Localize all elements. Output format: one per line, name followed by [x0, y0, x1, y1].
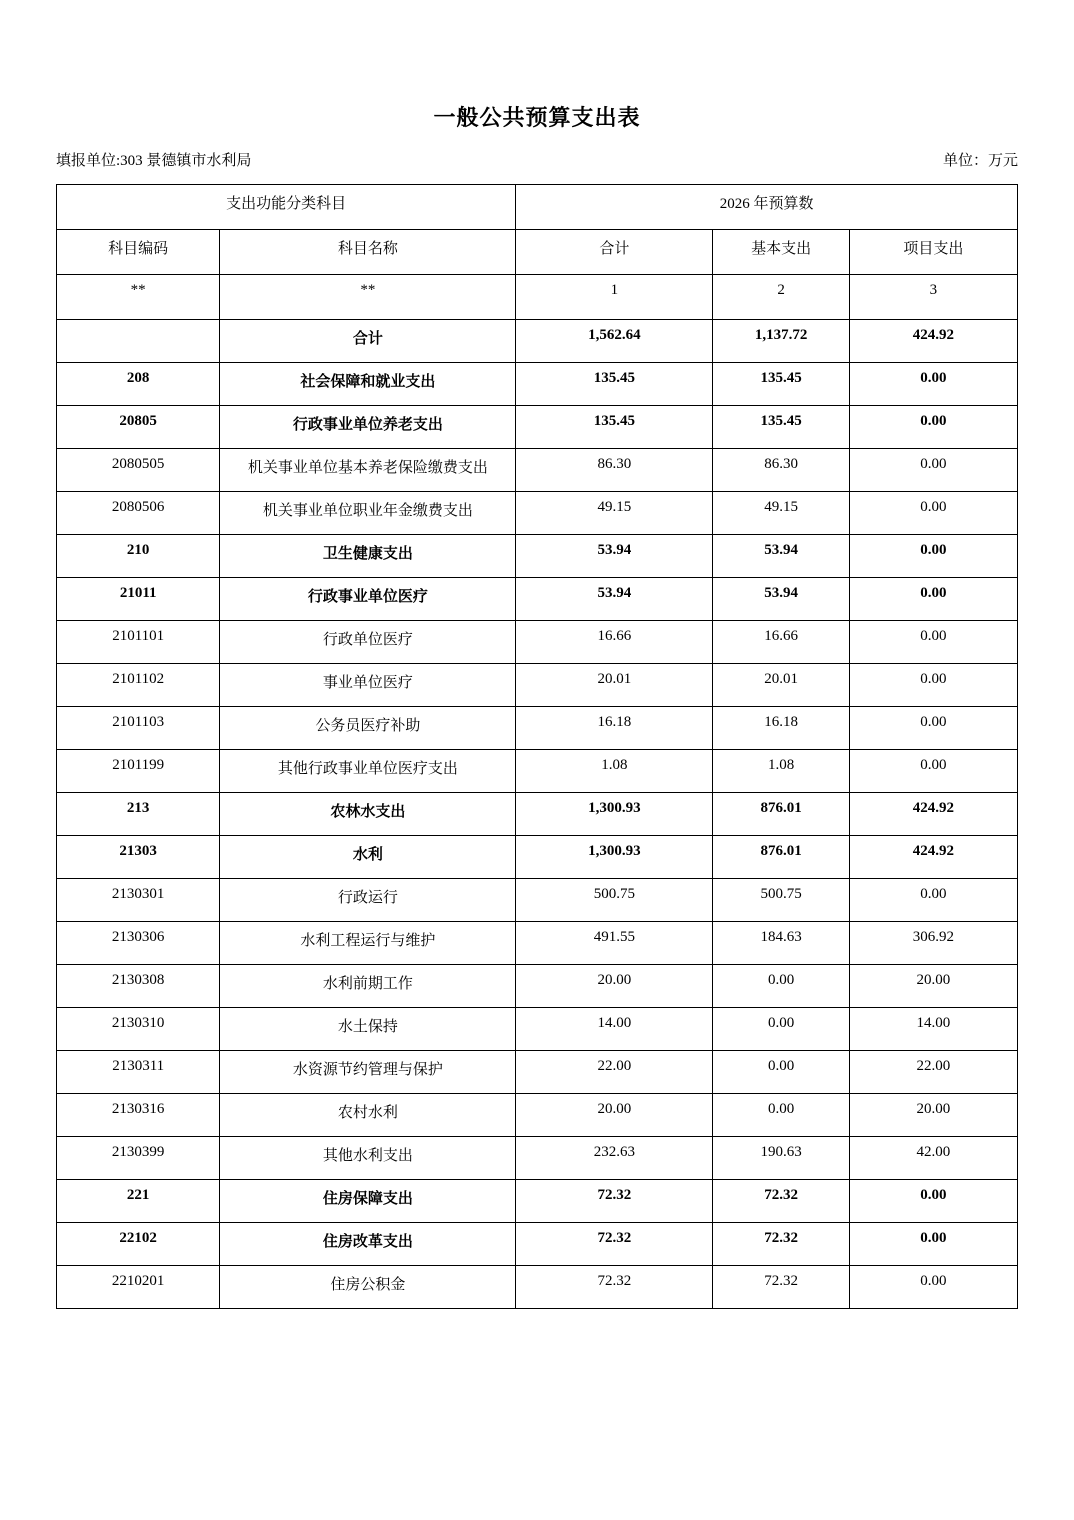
- cell-project: 0.00: [849, 664, 1017, 707]
- table-row: [57, 1094, 1018, 1137]
- cell-name: 水资源节约管理与保护: [220, 1051, 516, 1094]
- cell-code: 2130311: [57, 1051, 220, 1094]
- cell-name: 农村水利: [220, 1094, 516, 1137]
- unit-label: 单位：万元: [942, 153, 1018, 169]
- cell-project: 0.00: [849, 750, 1017, 793]
- table-row: [57, 406, 1018, 449]
- cell-basic: 72.32: [713, 1266, 849, 1309]
- cell-name: 行政事业单位养老支出: [220, 406, 516, 449]
- table-row: [57, 1266, 1018, 1309]
- cell-total: 1,562.64: [516, 320, 713, 363]
- cell-total: 135.45: [516, 406, 713, 449]
- cell-code: 2130301: [57, 879, 220, 922]
- cell-project: 424.92: [849, 320, 1017, 363]
- cell-name: 机关事业单位职业年金缴费支出: [220, 492, 516, 535]
- cell-basic: 0.00: [713, 965, 849, 1008]
- cell-code: 2101103: [57, 707, 220, 750]
- cell-basic: 20.01: [713, 664, 849, 707]
- cell-code: 208: [57, 363, 220, 406]
- cell-basic: 1,137.72: [713, 320, 849, 363]
- cell-name: 社会保障和就业支出: [220, 363, 516, 406]
- table-row: [57, 879, 1018, 922]
- cell-project: 0.00: [849, 535, 1017, 578]
- cell-project: 0.00: [849, 621, 1017, 664]
- cell-code: 2130310: [57, 1008, 220, 1051]
- cell-basic: 16.18: [713, 707, 849, 750]
- cell-code: 2101101: [57, 621, 220, 664]
- cell-basic: 0.00: [713, 1008, 849, 1051]
- cell-code: 2130306: [57, 922, 220, 965]
- cell-basic: 184.63: [713, 922, 849, 965]
- cell-basic: 86.30: [713, 449, 849, 492]
- cell-total: 20.00: [516, 1094, 713, 1137]
- cell-basic: 53.94: [713, 578, 849, 621]
- cell-basic: 1.08: [713, 750, 849, 793]
- cell-code: 20805: [57, 406, 220, 449]
- cell-total: 53.94: [516, 535, 713, 578]
- cell-total: 1,300.93: [516, 793, 713, 836]
- cell-name: 其他行政事业单位医疗支出: [220, 750, 516, 793]
- cell-project: 42.00: [849, 1137, 1017, 1180]
- cell-name: 住房保障支出: [220, 1180, 516, 1223]
- cell-name: 事业单位医疗: [220, 664, 516, 707]
- cell-basic: 49.15: [713, 492, 849, 535]
- cell-name: 行政事业单位医疗: [220, 578, 516, 621]
- cell-project: 306.92: [849, 922, 1017, 965]
- budget-table: [56, 184, 1018, 1309]
- reporting-unit-label: 填报单位:303 景德镇市水利局: [56, 153, 252, 169]
- column-header-code: 科目编码: [57, 230, 220, 275]
- cell-total: 86.30: [516, 449, 713, 492]
- cell-project: 424.92: [849, 836, 1017, 879]
- cell-code: 210: [57, 535, 220, 578]
- table-row: [57, 621, 1018, 664]
- cell-basic: 500.75: [713, 879, 849, 922]
- table-row: [57, 1008, 1018, 1051]
- cell-project: 0.00: [849, 1266, 1017, 1309]
- table-row: [57, 578, 1018, 621]
- cell-basic: 135.45: [713, 363, 849, 406]
- cell-basic: 0.00: [713, 1051, 849, 1094]
- cell-code: 2080506: [57, 492, 220, 535]
- cell-project: 22.00: [849, 1051, 1017, 1094]
- cell-code: [57, 320, 220, 363]
- table-row: [57, 922, 1018, 965]
- cell-project: 424.92: [849, 793, 1017, 836]
- group-header-row: [57, 185, 1018, 230]
- cell-name: 其他水利支出: [220, 1137, 516, 1180]
- cell-total: 491.55: [516, 922, 713, 965]
- cell-basic: 876.01: [713, 793, 849, 836]
- column-index-row: [57, 275, 1018, 320]
- cell-project: 0.00: [849, 1223, 1017, 1266]
- cell-project: 0.00: [849, 449, 1017, 492]
- cell-total: 135.45: [516, 363, 713, 406]
- cell-total: 53.94: [516, 578, 713, 621]
- cell-code: 2101199: [57, 750, 220, 793]
- table-row: [57, 363, 1018, 406]
- column-header-total: 合计: [516, 230, 713, 275]
- cell-name: 水利: [220, 836, 516, 879]
- page-title: 一般公共预算支出表: [433, 105, 641, 130]
- table-row: [57, 320, 1018, 363]
- table-body: [57, 320, 1018, 1309]
- cell-project: 0.00: [849, 492, 1017, 535]
- cell-name: 合计: [220, 320, 516, 363]
- column-header-project: 项目支出: [849, 230, 1017, 275]
- column-header-row: [57, 230, 1018, 275]
- column-header-name: 科目名称: [220, 230, 516, 275]
- cell-code: 2130399: [57, 1137, 220, 1180]
- cell-code: 2101102: [57, 664, 220, 707]
- cell-project: 20.00: [849, 1094, 1017, 1137]
- cell-name: 机关事业单位基本养老保险缴费支出: [220, 449, 516, 492]
- column-index-code: **: [57, 275, 220, 320]
- cell-code: 2210201: [57, 1266, 220, 1309]
- cell-total: 16.66: [516, 621, 713, 664]
- cell-code: 21011: [57, 578, 220, 621]
- cell-code: 21303: [57, 836, 220, 879]
- cell-total: 500.75: [516, 879, 713, 922]
- table-row: [57, 793, 1018, 836]
- cell-total: 1,300.93: [516, 836, 713, 879]
- cell-total: 72.32: [516, 1266, 713, 1309]
- cell-project: 14.00: [849, 1008, 1017, 1051]
- cell-total: 232.63: [516, 1137, 713, 1180]
- table-row: [57, 836, 1018, 879]
- cell-total: 20.00: [516, 965, 713, 1008]
- table-row: [57, 664, 1018, 707]
- cell-project: 0.00: [849, 879, 1017, 922]
- cell-project: 0.00: [849, 363, 1017, 406]
- cell-name: 水利前期工作: [220, 965, 516, 1008]
- cell-total: 72.32: [516, 1223, 713, 1266]
- column-index-basic: 2: [713, 275, 849, 320]
- cell-project: 0.00: [849, 406, 1017, 449]
- cell-total: 20.01: [516, 664, 713, 707]
- cell-name: 农林水支出: [220, 793, 516, 836]
- cell-code: 2080505: [57, 449, 220, 492]
- cell-basic: 72.32: [713, 1223, 849, 1266]
- cell-name: 卫生健康支出: [220, 535, 516, 578]
- cell-total: 72.32: [516, 1180, 713, 1223]
- column-header-basic: 基本支出: [713, 230, 849, 275]
- cell-basic: 876.01: [713, 836, 849, 879]
- table-row: [57, 535, 1018, 578]
- cell-code: 22102: [57, 1223, 220, 1266]
- column-index-total: 1: [516, 275, 713, 320]
- table-row: [57, 1051, 1018, 1094]
- cell-total: 14.00: [516, 1008, 713, 1051]
- column-index-project: 3: [849, 275, 1017, 320]
- cell-basic: 16.66: [713, 621, 849, 664]
- cell-basic: 0.00: [713, 1094, 849, 1137]
- table-row: [57, 965, 1018, 1008]
- table-row: [57, 1223, 1018, 1266]
- table-row: [57, 1137, 1018, 1180]
- cell-total: 49.15: [516, 492, 713, 535]
- cell-project: 0.00: [849, 578, 1017, 621]
- cell-project: 0.00: [849, 1180, 1017, 1223]
- cell-project: 20.00: [849, 965, 1017, 1008]
- cell-name: 行政单位医疗: [220, 621, 516, 664]
- table-row: [57, 1180, 1018, 1223]
- cell-basic: 53.94: [713, 535, 849, 578]
- table-row: [57, 449, 1018, 492]
- cell-total: 16.18: [516, 707, 713, 750]
- table-row: [57, 750, 1018, 793]
- cell-name: 公务员医疗补助: [220, 707, 516, 750]
- cell-code: 213: [57, 793, 220, 836]
- cell-total: 22.00: [516, 1051, 713, 1094]
- cell-name: 水土保持: [220, 1008, 516, 1051]
- cell-name: 行政运行: [220, 879, 516, 922]
- cell-basic: 72.32: [713, 1180, 849, 1223]
- table-row: [57, 707, 1018, 750]
- cell-code: 2130316: [57, 1094, 220, 1137]
- group-header-budget-year: 2026 年预算数: [516, 185, 1018, 230]
- cell-name: 住房改革支出: [220, 1223, 516, 1266]
- cell-basic: 135.45: [713, 406, 849, 449]
- column-index-name: **: [220, 275, 516, 320]
- cell-name: 住房公积金: [220, 1266, 516, 1309]
- cell-total: 1.08: [516, 750, 713, 793]
- cell-name: 水利工程运行与维护: [220, 922, 516, 965]
- cell-project: 0.00: [849, 707, 1017, 750]
- cell-code: 2130308: [57, 965, 220, 1008]
- cell-code: 221: [57, 1180, 220, 1223]
- group-header-function: 支出功能分类科目: [57, 185, 516, 230]
- cell-basic: 190.63: [713, 1137, 849, 1180]
- meta-row: [56, 151, 1018, 171]
- table-row: [57, 492, 1018, 535]
- table-header: [57, 185, 1018, 320]
